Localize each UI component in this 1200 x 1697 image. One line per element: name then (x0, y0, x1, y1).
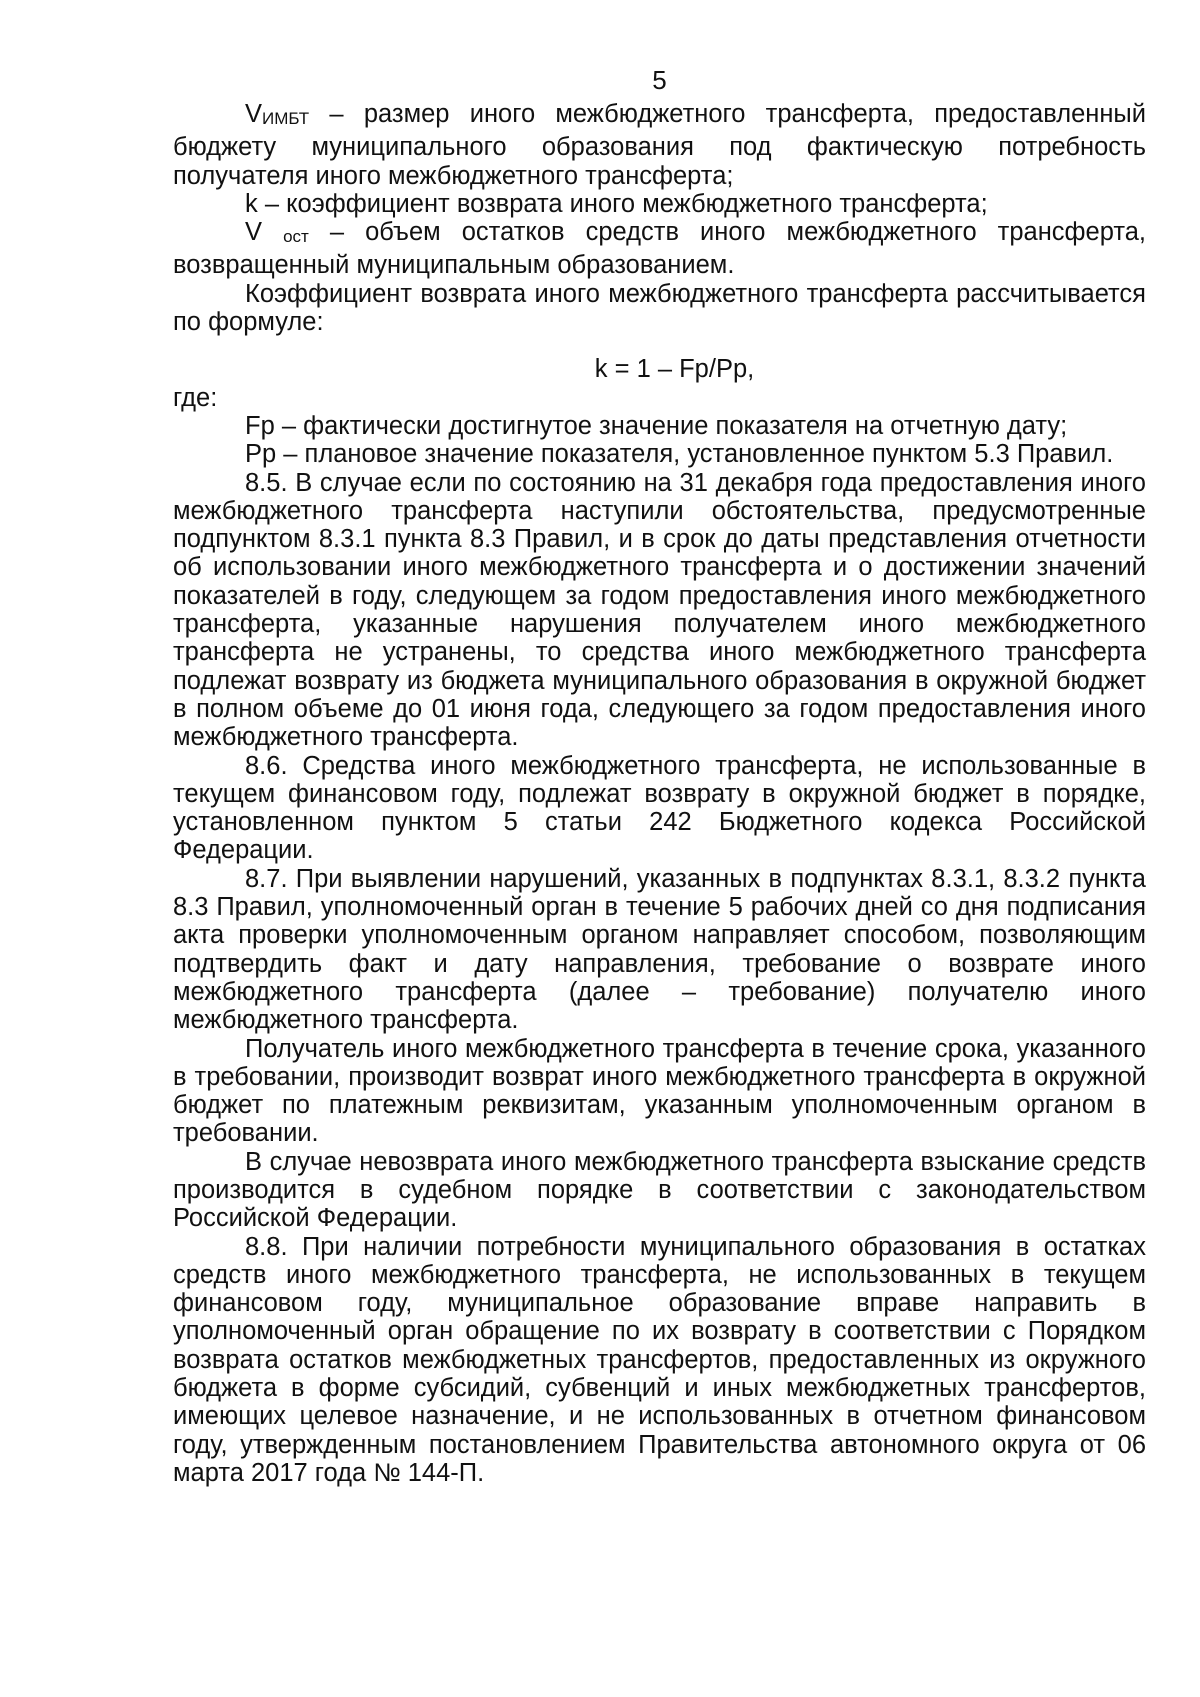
paragraph-non-return: В случае невозврата иного межбюджетного трансферта взыскание средств производится в судебном порядке в соответствии с законодательством Российской Федерации. (173, 1147, 1146, 1233)
v-ost-symbol: V (245, 218, 284, 247)
page-number: 5 (652, 65, 667, 95)
paragraph-recipient-return: Получатель иного межбюджетного трансферта в течение срока, указанного в требовании, производит возврат иного межбюджетного трансферта в окружной бюджет по платежным реквизитам, указанным уполномоченным органом в требовании. (173, 1034, 1146, 1148)
definition-v-ost (173, 218, 1146, 280)
v-imbt-subscript: ИМБТ (262, 109, 310, 128)
formula: k = 1 – Fp/Pp, (594, 355, 755, 384)
definition-k: k – коэффициент возврата иного межбюджетного трансферта; (245, 189, 988, 218)
document-page (173, 60, 1146, 1487)
v-imbt-text: – размер иного межбюджетного трансферта, предоставленный бюджету муниципального образования под фактическую потребность получателя иного межбюджетного трансферта; (173, 100, 1146, 190)
v-ost-subscript: ост (283, 227, 309, 247)
definition-pp: Pp – плановое значение показателя, установленное пунктом 5.3 Правил. (245, 440, 1114, 469)
paragraph-8-8: 8.8. При наличии потребности муниципального образования в остатках средств иного межбюджетного трансферта, не использованных в текущем финансовом году, муниципальное образование вправе направить в уполномоченный орган обращение по их возврату в соответствии с Порядком возврата остатков межбюджетных трансфертов, предоставленных из окружного бюджета в форме субсидий, субвенций и иных межбюджетных трансфертов, имеющих целевое назначение, и не использованных в отчетном финансовом году, утвержденным постановлением Правительства автономного округа от 06 марта 2017 года № 144-П. (173, 1232, 1146, 1487)
paragraph-8-5: 8.5. В случае если по состоянию на 31 декабря года предоставления иного межбюджетного трансферта наступили обстоятельства, предусмотренные подпунктом 8.3.1 пункта 8.3 Правил, и в срок до даты представления отчетности об использовании иного межбюджетного трансферта и о достижении значений показателей в году, следующем за годом предоставления иного межбюджетного трансферта, указанные нарушения получателем иного межбюджетного трансферта не устранены, то средства иного межбюджетного трансферта подлежат возврату из бюджета муниципального образования в окружной бюджет в полном объеме до 01 июня года, следующего за годом предоставления иного межбюджетного трансферта. (173, 468, 1146, 752)
coefficient-intro: Коэффициент возврата иного межбюджетного трансферта рассчитывается по формуле: (173, 279, 1146, 337)
where-label: где: (173, 383, 218, 412)
v-imbt-symbol: V (245, 100, 263, 128)
definition-v-imbt (173, 100, 1146, 190)
paragraph-8-7: 8.7. При выявлении нарушений, указанных в подпунктах 8.3.1, 8.3.2 пункта 8.3 Правил, уполномоченный орган в течение 5 рабочих дней со дня подписания акта проверки уполномоченным органом направляет способом, позволяющим подтвердить факт и дату направления, требование о возврате иного межбюджетного трансферта (далее – требование) получателю иного межбюджетного трансферта. (173, 864, 1146, 1035)
definition-fp: Fp – фактически достигнутое значение показателя на отчетную дату; (245, 411, 1068, 440)
paragraph-8-6: 8.6. Средства иного межбюджетного трансферта, не использованные в текущем финансовом году, подлежат возврату в окружной бюджет в порядке, установленном пунктом 5 статьи 242 Бюджетного кодекса Российской Федерации. (173, 751, 1146, 865)
v-ost-text: – объем остатков средств иного межбюджетного трансферта, возвращенный муниципальным образованием. (173, 218, 1146, 280)
